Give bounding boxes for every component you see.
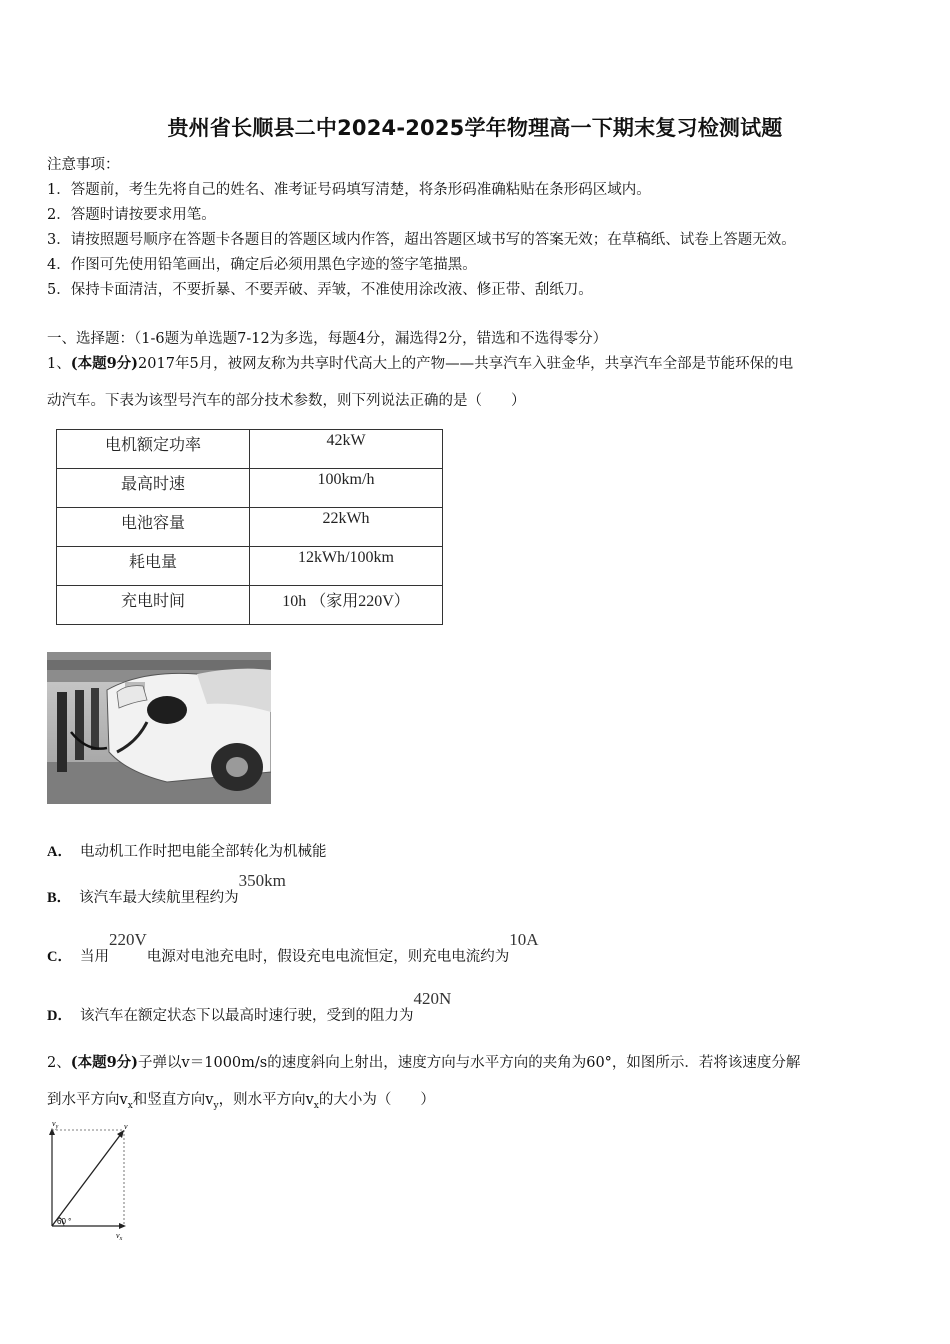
option-b[interactable] <box>47 871 286 907</box>
option-c-text-1: 当用 <box>79 949 109 965</box>
q2-number: 2、 <box>47 1055 71 1071</box>
q2-score: (本题9分) <box>70 1054 139 1071</box>
q2-line1 <box>47 1051 800 1072</box>
note-item-5: 5．保持卡面清洁，不要折暴、不要弄破、弄皱，不准使用涂改液、修正带、刮纸刀。 <box>47 282 593 298</box>
table-row <box>57 430 443 469</box>
table-row <box>57 469 443 508</box>
option-b-text: 该汽车最大续航里程约为 <box>79 890 239 906</box>
table-cell: 耗电量 <box>57 547 250 586</box>
q1-line2: 动汽车。下表为该型号汽车的部分技术参数，则下列说法正确的是（ ） <box>47 393 526 409</box>
q2-text: 到水平方向v <box>47 1092 128 1108</box>
table-cell: 最高时速 <box>57 469 250 508</box>
option-a[interactable] <box>47 840 326 861</box>
arrowhead-icon <box>117 1130 124 1138</box>
vx-label: $v_x$ <box>116 1231 123 1242</box>
q1-stem-1: 2017年5月，被网友称为共享时代高大上的产物——共享汽车入驻金华，共享汽车全部是节能环保的电 <box>138 356 794 372</box>
table-cell: 电池容量 <box>57 508 250 547</box>
option-c-value-1: 220V <box>108 930 147 949</box>
note-item-1: 1．答题前，考生先将自己的姓名、准考证号码填写清楚，将条形码准确粘贴在条形码区域内。 <box>47 182 651 198</box>
q1-score: (本题9分) <box>70 355 139 372</box>
option-c[interactable] <box>47 930 539 966</box>
table-cell: 42kW <box>250 430 443 469</box>
table-cell: 电机额定功率 <box>57 430 250 469</box>
q2-stem-1: 子弹以v＝1000m/s的速度斜向上射出，速度方向与水平方向的夹角为60°，如图所示．若将该速度分解 <box>138 1055 801 1071</box>
table-row <box>57 547 443 586</box>
v-label: v <box>124 1122 128 1131</box>
section-heading: 一、选择题：（1-6题为单选题7-12为多选，每题4分，漏选得2分，错选和不选得零分） <box>47 331 608 347</box>
arrowhead-icon <box>49 1128 55 1135</box>
option-d-text: 该汽车在额定状态下以最高时速行驶，受到的阻力为 <box>79 1008 414 1024</box>
q2-text: ，则水平方向v <box>218 1092 314 1108</box>
table-cell: 22kWh <box>250 508 443 547</box>
option-c-value-2: 10A <box>509 930 539 949</box>
v-vector <box>52 1134 121 1226</box>
notes-heading: 注意事项： <box>47 157 120 173</box>
table-row <box>57 508 443 547</box>
table-cell: 充电时间 <box>57 586 250 625</box>
option-c-text-2: 电源对电池充电时，假设充电电流恒定，则充电电流约为 <box>146 949 510 965</box>
angle-label: 60 ° <box>57 1217 72 1226</box>
table-cell: 10h （家用220V） <box>250 586 443 625</box>
q1-number: 1、 <box>47 356 71 372</box>
page-title: 贵州省长顺县二中2024-2025学年物理高一下期末复习检测试题 <box>167 116 783 140</box>
q2-subscript: y <box>213 1100 219 1111</box>
q2-text: 和竖直方向v <box>132 1092 214 1108</box>
option-d[interactable] <box>47 989 452 1025</box>
option-d-value: 420N <box>413 989 452 1008</box>
q2-text: 的大小为（ ） <box>318 1092 435 1108</box>
arrowhead-icon <box>119 1223 126 1229</box>
velocity-diagram <box>44 1118 140 1246</box>
q2-subscript: x <box>313 1100 319 1111</box>
option-b-label: B． <box>47 890 72 906</box>
ev-charging-photo <box>47 652 271 804</box>
option-c-label: C． <box>47 949 72 965</box>
note-item-3: 3．请按照题号顺序在答题卡各题目的答题区域内作答，超出答题区域书写的答案无效；在草稿纸、试卷上答题无效。 <box>47 232 796 248</box>
table-row <box>57 586 443 625</box>
option-a-label: A． <box>47 844 72 860</box>
table-cell: 100km/h <box>250 469 443 508</box>
q2-subscript: x <box>127 1100 133 1111</box>
option-a-text: 电动机工作时把电能全部转化为机械能 <box>79 844 327 860</box>
option-b-value: 350km <box>238 871 286 890</box>
vy-label: $v_y$ <box>52 1119 59 1130</box>
option-d-label: D． <box>47 1008 72 1024</box>
note-item-4: 4．作图可先使用铅笔画出，确定后必须用黑色字迹的签字笔描黑。 <box>47 257 477 273</box>
spec-table <box>56 429 443 625</box>
q2-line2 <box>47 1088 435 1111</box>
note-item-2: 2．答题时请按要求用笔。 <box>47 207 216 223</box>
q1-line1 <box>47 352 793 373</box>
table-cell: 12kWh/100km <box>250 547 443 586</box>
